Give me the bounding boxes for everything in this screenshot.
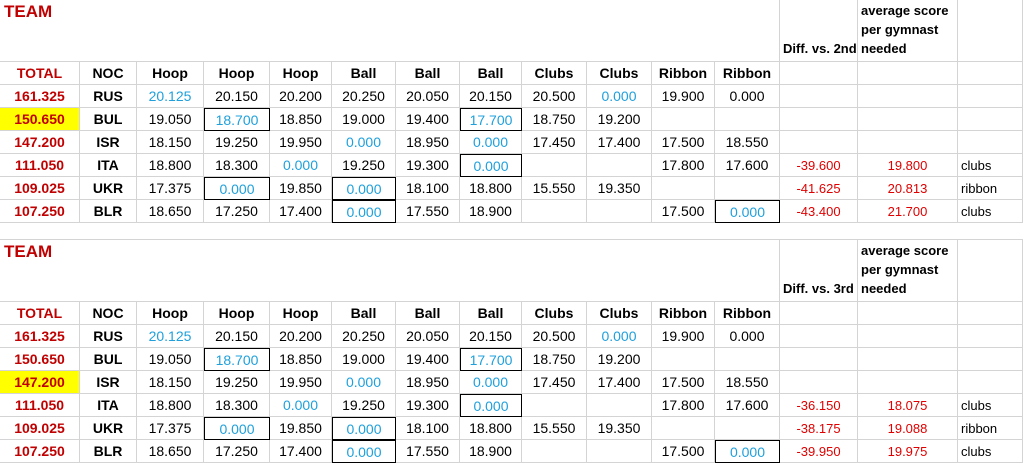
column-header[interactable]: Ball — [332, 302, 396, 325]
column-header[interactable]: Ribbon — [715, 62, 780, 85]
score-cell[interactable]: 20.050 — [396, 85, 460, 108]
avg-needed-value[interactable] — [858, 85, 958, 108]
score-cell[interactable]: 19.900 — [652, 325, 715, 348]
score-cell[interactable]: 18.550 — [715, 371, 780, 394]
noc-code[interactable]: ISR — [80, 131, 137, 154]
score-cell[interactable]: 18.300 — [204, 394, 270, 417]
avg-needed-value[interactable] — [858, 108, 958, 131]
score-cell[interactable] — [715, 348, 780, 371]
score-cell[interactable]: 18.800 — [460, 177, 522, 200]
diff-value[interactable] — [780, 371, 858, 394]
score-cell[interactable]: 18.550 — [715, 131, 780, 154]
score-cell[interactable]: 17.450 — [522, 371, 587, 394]
diff-value[interactable]: -38.175 — [780, 417, 858, 440]
score-cell[interactable]: 20.150 — [460, 325, 522, 348]
score-cell[interactable] — [652, 417, 715, 440]
score-cell[interactable]: 20.500 — [522, 325, 587, 348]
column-header[interactable]: TOTAL — [0, 302, 80, 325]
score-cell[interactable]: 19.900 — [652, 85, 715, 108]
score-cell[interactable]: 18.750 — [522, 348, 587, 371]
score-cell[interactable] — [522, 440, 587, 463]
score-cell[interactable]: 17.550 — [396, 440, 460, 463]
column-header[interactable]: Clubs — [522, 62, 587, 85]
score-cell[interactable]: 17.375 — [137, 177, 204, 200]
noc-code[interactable]: BUL — [80, 348, 137, 371]
score-cell[interactable]: 0.000 — [715, 325, 780, 348]
score-cell[interactable]: 18.800 — [137, 154, 204, 177]
apparatus-note[interactable]: clubs — [958, 154, 1023, 177]
empty-cell[interactable] — [958, 62, 1023, 85]
noc-code[interactable]: ITA — [80, 394, 137, 417]
score-cell[interactable] — [652, 177, 715, 200]
apparatus-note[interactable]: ribbon — [958, 417, 1023, 440]
noc-code[interactable]: BLR — [80, 440, 137, 463]
noc-code[interactable]: BUL — [80, 108, 137, 131]
score-cell[interactable] — [522, 200, 587, 223]
team-total[interactable]: 109.025 — [0, 177, 80, 200]
score-cell[interactable]: 18.650 — [137, 440, 204, 463]
score-cell[interactable]: 17.250 — [204, 200, 270, 223]
score-cell[interactable]: 17.250 — [204, 440, 270, 463]
score-cell[interactable] — [652, 108, 715, 131]
score-cell[interactable]: 0.000 — [204, 417, 270, 440]
score-cell[interactable]: 19.250 — [332, 154, 396, 177]
score-cell[interactable]: 18.700 — [204, 348, 270, 371]
diff-header[interactable]: Diff. vs. 3rd — [780, 240, 858, 302]
team-total[interactable]: 150.650 — [0, 348, 80, 371]
team-total[interactable]: 107.250 — [0, 440, 80, 463]
score-cell[interactable]: 19.300 — [396, 154, 460, 177]
score-cell[interactable]: 0.000 — [715, 200, 780, 223]
column-header[interactable]: Ribbon — [715, 302, 780, 325]
score-cell[interactable] — [587, 154, 652, 177]
score-cell[interactable]: 0.000 — [460, 131, 522, 154]
avg-needed-value[interactable]: 19.088 — [858, 417, 958, 440]
diff-value[interactable]: -39.950 — [780, 440, 858, 463]
score-cell[interactable]: 0.000 — [715, 440, 780, 463]
team-total[interactable]: 147.200 — [0, 131, 80, 154]
score-cell[interactable]: 17.400 — [587, 131, 652, 154]
score-cell[interactable]: 0.000 — [332, 417, 396, 440]
column-header[interactable]: Hoop — [137, 302, 204, 325]
column-header[interactable]: TOTAL — [0, 62, 80, 85]
column-header[interactable]: Clubs — [587, 62, 652, 85]
score-cell[interactable]: 0.000 — [270, 154, 332, 177]
score-cell[interactable]: 19.250 — [204, 371, 270, 394]
team-total[interactable]: 161.325 — [0, 325, 80, 348]
empty-cell[interactable] — [858, 302, 958, 325]
team-total[interactable]: 109.025 — [0, 417, 80, 440]
apparatus-note[interactable] — [958, 131, 1023, 154]
score-cell[interactable]: 17.500 — [652, 371, 715, 394]
diff-value[interactable]: -36.150 — [780, 394, 858, 417]
score-cell[interactable]: 17.800 — [652, 394, 715, 417]
score-cell[interactable]: 18.150 — [137, 371, 204, 394]
score-cell[interactable]: 20.150 — [204, 325, 270, 348]
column-header[interactable]: Hoop — [270, 302, 332, 325]
avg-needed-value[interactable]: 19.975 — [858, 440, 958, 463]
score-cell[interactable]: 17.700 — [460, 348, 522, 371]
column-header[interactable]: Clubs — [587, 302, 652, 325]
apparatus-note[interactable] — [958, 85, 1023, 108]
score-cell[interactable]: 20.500 — [522, 85, 587, 108]
score-cell[interactable]: 0.000 — [460, 394, 522, 417]
score-cell[interactable]: 18.700 — [204, 108, 270, 131]
column-header[interactable]: Ball — [396, 62, 460, 85]
avg-needed-value[interactable] — [858, 348, 958, 371]
block-separator — [0, 239, 1023, 240]
column-header[interactable]: Ribbon — [652, 62, 715, 85]
score-cell[interactable]: 19.250 — [332, 394, 396, 417]
score-cell[interactable]: 20.125 — [137, 325, 204, 348]
score-cell[interactable] — [522, 154, 587, 177]
diff-value[interactable]: -43.400 — [780, 200, 858, 223]
column-header[interactable]: NOC — [80, 62, 137, 85]
score-cell[interactable]: 17.375 — [137, 417, 204, 440]
noc-code[interactable]: UKR — [80, 417, 137, 440]
score-cell[interactable]: 17.800 — [652, 154, 715, 177]
score-cell[interactable]: 19.200 — [587, 348, 652, 371]
avg-header[interactable]: average score per gymnast needed — [858, 0, 958, 62]
score-cell[interactable]: 19.350 — [587, 177, 652, 200]
team-total[interactable]: 150.650 — [0, 108, 80, 131]
score-cell[interactable]: 17.450 — [522, 131, 587, 154]
score-cell[interactable]: 18.300 — [204, 154, 270, 177]
score-cell[interactable] — [587, 440, 652, 463]
score-cell[interactable]: 19.350 — [587, 417, 652, 440]
score-cell[interactable]: 0.000 — [332, 177, 396, 200]
column-header[interactable]: Ball — [396, 302, 460, 325]
score-cell[interactable]: 18.800 — [460, 417, 522, 440]
score-cell[interactable]: 19.400 — [396, 348, 460, 371]
score-cell[interactable]: 17.600 — [715, 154, 780, 177]
diff-value[interactable]: -39.600 — [780, 154, 858, 177]
score-cell[interactable]: 20.200 — [270, 85, 332, 108]
score-cell[interactable]: 20.150 — [460, 85, 522, 108]
score-cell[interactable]: 19.250 — [204, 131, 270, 154]
column-header[interactable]: Clubs — [522, 302, 587, 325]
score-cell[interactable]: 19.850 — [270, 417, 332, 440]
score-cell[interactable]: 0.000 — [460, 154, 522, 177]
score-cell[interactable]: 18.100 — [396, 177, 460, 200]
score-cell[interactable]: 0.000 — [332, 440, 396, 463]
score-cell[interactable]: 17.550 — [396, 200, 460, 223]
column-header[interactable]: Ball — [460, 62, 522, 85]
avg-needed-value[interactable]: 21.700 — [858, 200, 958, 223]
score-cell[interactable]: 17.500 — [652, 131, 715, 154]
avg-needed-value[interactable] — [858, 325, 958, 348]
score-cell[interactable]: 17.400 — [270, 440, 332, 463]
score-cell[interactable]: 0.000 — [460, 371, 522, 394]
column-header[interactable]: Hoop — [137, 62, 204, 85]
score-cell[interactable]: 18.900 — [460, 200, 522, 223]
column-header[interactable]: Ball — [332, 62, 396, 85]
score-cell[interactable]: 20.250 — [332, 85, 396, 108]
score-cell[interactable]: 19.000 — [332, 348, 396, 371]
diff-value[interactable] — [780, 108, 858, 131]
score-cell[interactable]: 0.000 — [587, 85, 652, 108]
score-cell[interactable]: 18.150 — [137, 131, 204, 154]
score-cell[interactable]: 19.050 — [137, 348, 204, 371]
score-cell[interactable]: 0.000 — [270, 394, 332, 417]
score-cell[interactable]: 20.150 — [204, 85, 270, 108]
score-cell[interactable]: 17.400 — [587, 371, 652, 394]
noc-code[interactable]: RUS — [80, 85, 137, 108]
avg-header[interactable]: average score per gymnast needed — [858, 240, 958, 302]
diff-value[interactable] — [780, 325, 858, 348]
score-cell[interactable]: 18.850 — [270, 108, 332, 131]
score-cell[interactable]: 19.400 — [396, 108, 460, 131]
score-cell[interactable]: 18.950 — [396, 371, 460, 394]
apparatus-note[interactable]: clubs — [958, 440, 1023, 463]
score-cell[interactable]: 18.850 — [270, 348, 332, 371]
avg-needed-value[interactable]: 18.075 — [858, 394, 958, 417]
diff-value[interactable] — [780, 348, 858, 371]
score-cell[interactable] — [652, 348, 715, 371]
score-cell[interactable] — [587, 394, 652, 417]
score-cell[interactable]: 0.000 — [587, 325, 652, 348]
score-cell[interactable]: 15.550 — [522, 417, 587, 440]
avg-needed-value[interactable]: 20.813 — [858, 177, 958, 200]
score-cell[interactable]: 19.850 — [270, 177, 332, 200]
apparatus-note[interactable]: clubs — [958, 200, 1023, 223]
score-cell[interactable]: 18.950 — [396, 131, 460, 154]
score-cell[interactable]: 0.000 — [332, 131, 396, 154]
table-title[interactable]: TEAM — [0, 0, 780, 62]
score-cell[interactable]: 0.000 — [332, 200, 396, 223]
score-cell[interactable]: 17.600 — [715, 394, 780, 417]
noc-code[interactable]: RUS — [80, 325, 137, 348]
apparatus-note[interactable]: ribbon — [958, 177, 1023, 200]
apparatus-note[interactable] — [958, 325, 1023, 348]
score-cell[interactable]: 18.650 — [137, 200, 204, 223]
avg-needed-value[interactable]: 19.800 — [858, 154, 958, 177]
table-title[interactable]: TEAM — [0, 240, 780, 302]
score-cell[interactable]: 18.750 — [522, 108, 587, 131]
diff-value[interactable]: -41.625 — [780, 177, 858, 200]
score-cell[interactable]: 19.000 — [332, 108, 396, 131]
score-cell[interactable]: 19.200 — [587, 108, 652, 131]
empty-cell[interactable] — [858, 62, 958, 85]
score-cell[interactable]: 20.125 — [137, 85, 204, 108]
score-cell[interactable]: 17.500 — [652, 200, 715, 223]
score-cell[interactable]: 17.500 — [652, 440, 715, 463]
score-cell[interactable]: 19.950 — [270, 131, 332, 154]
score-cell[interactable]: 18.900 — [460, 440, 522, 463]
score-cell[interactable]: 18.800 — [137, 394, 204, 417]
column-header[interactable]: NOC — [80, 302, 137, 325]
diff-value[interactable] — [780, 131, 858, 154]
empty-cell[interactable] — [958, 302, 1023, 325]
diff-value[interactable] — [780, 85, 858, 108]
column-header[interactable]: Hoop — [204, 302, 270, 325]
noc-code[interactable]: BLR — [80, 200, 137, 223]
apparatus-note[interactable] — [958, 371, 1023, 394]
score-cell[interactable]: 20.250 — [332, 325, 396, 348]
score-cell[interactable]: 0.000 — [715, 85, 780, 108]
empty-cell[interactable] — [958, 240, 1023, 302]
noc-code[interactable]: ITA — [80, 154, 137, 177]
avg-needed-value[interactable] — [858, 371, 958, 394]
column-header[interactable]: Ribbon — [652, 302, 715, 325]
score-cell[interactable]: 19.050 — [137, 108, 204, 131]
score-cell[interactable]: 19.300 — [396, 394, 460, 417]
diff-header[interactable]: Diff. vs. 2nd — [780, 0, 858, 62]
noc-code[interactable]: ISR — [80, 371, 137, 394]
empty-cell[interactable] — [958, 0, 1023, 62]
empty-cell[interactable] — [780, 302, 858, 325]
score-cell[interactable] — [522, 394, 587, 417]
team-total[interactable]: 111.050 — [0, 154, 80, 177]
avg-needed-value[interactable] — [858, 131, 958, 154]
team-total[interactable]: 107.250 — [0, 200, 80, 223]
column-header[interactable]: Hoop — [270, 62, 332, 85]
noc-code[interactable]: UKR — [80, 177, 137, 200]
score-cell[interactable]: 17.400 — [270, 200, 332, 223]
apparatus-note[interactable] — [958, 348, 1023, 371]
apparatus-note[interactable]: clubs — [958, 394, 1023, 417]
score-cell[interactable] — [715, 177, 780, 200]
score-cell[interactable]: 0.000 — [204, 177, 270, 200]
score-cell[interactable]: 20.050 — [396, 325, 460, 348]
column-header[interactable]: Ball — [460, 302, 522, 325]
empty-cell[interactable] — [780, 62, 858, 85]
team-total[interactable]: 111.050 — [0, 394, 80, 417]
score-cell[interactable]: 19.950 — [270, 371, 332, 394]
score-cell[interactable]: 18.100 — [396, 417, 460, 440]
column-header[interactable]: Hoop — [204, 62, 270, 85]
apparatus-note[interactable] — [958, 108, 1023, 131]
team-total[interactable]: 161.325 — [0, 85, 80, 108]
score-cell[interactable]: 20.200 — [270, 325, 332, 348]
score-cell[interactable]: 15.550 — [522, 177, 587, 200]
score-cell[interactable] — [587, 200, 652, 223]
score-cell[interactable]: 0.000 — [332, 371, 396, 394]
score-cell[interactable] — [715, 417, 780, 440]
score-cell[interactable] — [715, 108, 780, 131]
team-total[interactable]: 147.200 — [0, 371, 80, 394]
score-cell[interactable]: 17.700 — [460, 108, 522, 131]
